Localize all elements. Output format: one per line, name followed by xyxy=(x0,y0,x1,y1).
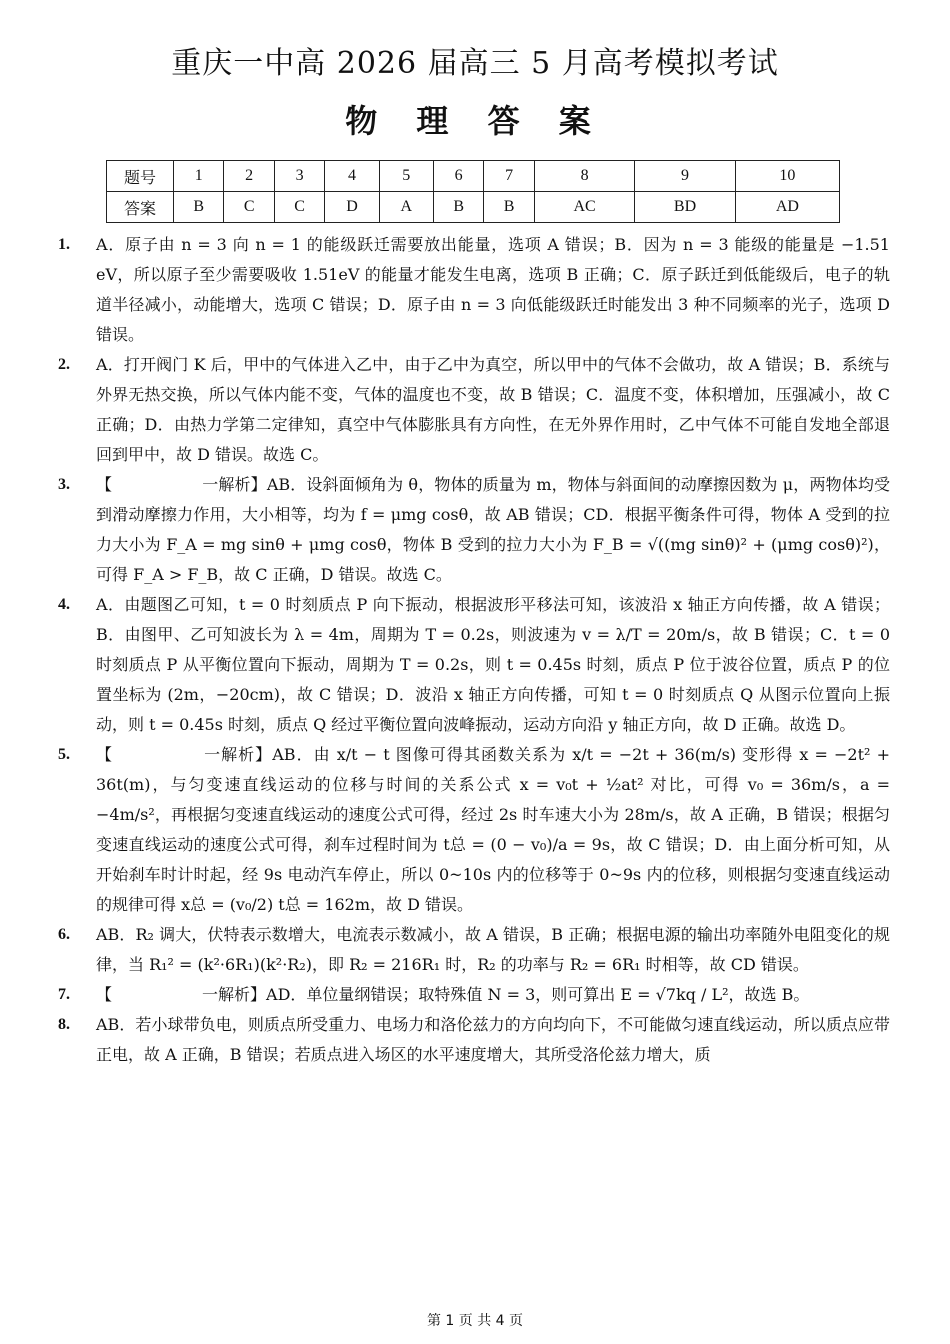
answer-cell: BD xyxy=(635,192,735,223)
solution-text: AB．若小球带负电，则质点所受重力、电场力和洛伦兹力的方向均向下，不可能做匀速直线运动，所以质点应带正电，故 A 正确，B 错误；若质点进入场区的水平速度增大，其所受洛伦兹力增大，质 xyxy=(96,1015,890,1064)
solution-number: 5. xyxy=(58,746,70,763)
solution-number: 2. xyxy=(58,356,70,373)
solution-text: 一解析】AB．由 x/t − t 图像可得其函数关系为 x/t = −2t + 36(m/s) 变形得 x = −2t² + 36t(m)，与匀变速直线运动的位移与时间的关系公式 x = v₀t + ½at² 对比，可得 v₀ = 36m/s，a = −4m/s²，再根据匀变速直线运动的速度公式可得，经过 2s 时车速大小为 28m/s，故 A 正确，B 错误；根据匀变速直线运动的速度公式可得，刹车过程时间为 t总 = (0 − v₀)/a = 9s，故 C 错误；D．由上面分析可知，从开始刹车时计时起，经 9s 电动汽车停止，所以 0~10s 内的位移等于 0~9s 内的位移，则根据匀变速直线运动的规律可得 x总 = (v₀/2) t总 = 162m，故 D 错误。 xyxy=(96,745,890,914)
answer-cell: C xyxy=(224,192,274,223)
solution-text: A．打开阀门 K 后，甲中的气体进入乙中，由于乙中为真空，所以甲中的气体不会做功，故 A 错误；B．系统与外界无热交换，所以气体内能不变，气体的温度也不变，故 B 错误；C．温度不变，体积增加，压强减小，故 C 正确；D．由热力学第二定律知，真空中气体膨胀具有方向性，在无外界作用时，乙中气体不可能自发地全部退回到甲中，故 D 错误。故选 C。 xyxy=(96,355,890,464)
answer-table xyxy=(106,160,840,223)
row-label: 答案 xyxy=(107,192,174,223)
solution-text: A．由题图乙可知，t = 0 时刻质点 P 向下振动，根据波形平移法可知，该波沿 x 轴正方向传播，故 A 错误；B．由图甲、乙可知波长为 λ = 4m，周期为 T = 0.2s，则波速为 v = λ/T = 20m/s，故 B 错误；C．t = 0 时刻质点 P 从平衡位置向下振动，周期为 T = 0.2s，则 t = 0.45s 时刻，质点 P 位于波谷位置，质点 P 的位置坐标为 (2m，−20cm)，故 C 错误；D．波沿 x 轴正方向传播，可知 t = 0 时刻质点 Q 从图示位置向上振动，则 t = 0.45s 时刻，质点 Q 经过平衡位置向波峰振动，运动方向沿 y 轴正方向，故 D 正确。故选 D。 xyxy=(96,595,890,734)
page-subtitle: 物 理 答 案 xyxy=(345,102,605,140)
answer-cell: AD xyxy=(735,192,839,223)
answer-cell: A xyxy=(379,192,433,223)
solution-text: 一解析】AD．单位量纲错误；取特殊值 N = 3，则可算出 E = √7kq / L²，故选 B。 xyxy=(202,985,810,1004)
answer-cell: D xyxy=(325,192,379,223)
solutions-list xyxy=(58,230,890,1070)
solution-item xyxy=(58,920,890,980)
answer-cell: AC xyxy=(534,192,634,223)
page-title: 重庆一中高 2026 届高三 5 月高考模拟考试 xyxy=(171,46,779,81)
question-number: 7 xyxy=(484,161,534,192)
solution-item xyxy=(58,590,890,740)
solution-item xyxy=(58,230,890,350)
solution-item xyxy=(58,470,890,590)
question-number: 8 xyxy=(534,161,634,192)
solution-item xyxy=(58,980,890,1010)
question-number: 2 xyxy=(224,161,274,192)
solution-number: 3. xyxy=(58,476,70,493)
question-number: 3 xyxy=(274,161,324,192)
solution-number: 7. xyxy=(58,986,70,1003)
answer-cell: B xyxy=(174,192,224,223)
answer-cell: C xyxy=(274,192,324,223)
answer-cell: B xyxy=(484,192,534,223)
question-number: 9 xyxy=(635,161,735,192)
bracket-open: 【 xyxy=(96,745,114,764)
question-number: 1 xyxy=(174,161,224,192)
solution-number: 6. xyxy=(58,926,70,943)
solution-number: 4. xyxy=(58,596,70,613)
bracket-open: 【 xyxy=(96,985,113,1004)
solution-text: AB．R₂ 调大，伏特表示数增大，电流表示数减小，故 A 错误，B 正确；根据电源的输出功率随外电阻变化的规律，当 R₁² = (k²·6R₁)(k²·R₂)，即 R₂ = 216R₁ 时，R₂ 的功率与 R₂ = 6R₁ 时相等，故 CD 错误。 xyxy=(96,925,890,974)
row-label: 题号 xyxy=(107,161,174,192)
answer-row xyxy=(107,192,840,223)
bracket-open: 【 xyxy=(96,475,113,494)
solution-item xyxy=(58,350,890,470)
question-number: 10 xyxy=(735,161,839,192)
solution-number: 1. xyxy=(58,236,70,253)
solution-text: A．原子由 n = 3 向 n = 1 的能级跃迁需要放出能量，选项 A 错误；B．因为 n = 3 能级的能量是 −1.51 eV，所以原子至少需要吸收 1.51eV 的能量才能发生电离，选项 B 正确；C．原子跃迁到低能级后，电子的轨道半径减小，动能增大，选项 C 错误；D．原子由 n = 3 向低能级跃迁时能发出 3 种不同频率的光子，选项 D 错误。 xyxy=(96,235,890,344)
question-number: 6 xyxy=(433,161,483,192)
solution-item xyxy=(58,1010,890,1070)
solution-text: 一解析】AB．设斜面倾角为 θ，物体的质量为 m，物体与斜面间的动摩擦因数为 μ，两物体均受到滑动摩擦力作用，大小相等，均为 f = μmg cosθ，故 AB 错误；CD．根据平衡条件可得，物体 A 受到的拉力大小为 F_A = mg sinθ + μmg cosθ，物体 B 受到的拉力大小为 F_B = √((mg sinθ)² + (μmg cosθ)²)，可得 F_A > F_B，故 C 正确，D 错误。故选 C。 xyxy=(96,475,890,584)
question-number: 5 xyxy=(379,161,433,192)
question-number: 4 xyxy=(325,161,379,192)
answer-cell: B xyxy=(433,192,483,223)
solution-item xyxy=(58,740,890,920)
number-row xyxy=(107,161,840,192)
page-footer: 第 1 页 共 4 页 xyxy=(426,1313,524,1329)
solution-number: 8. xyxy=(58,1016,70,1033)
